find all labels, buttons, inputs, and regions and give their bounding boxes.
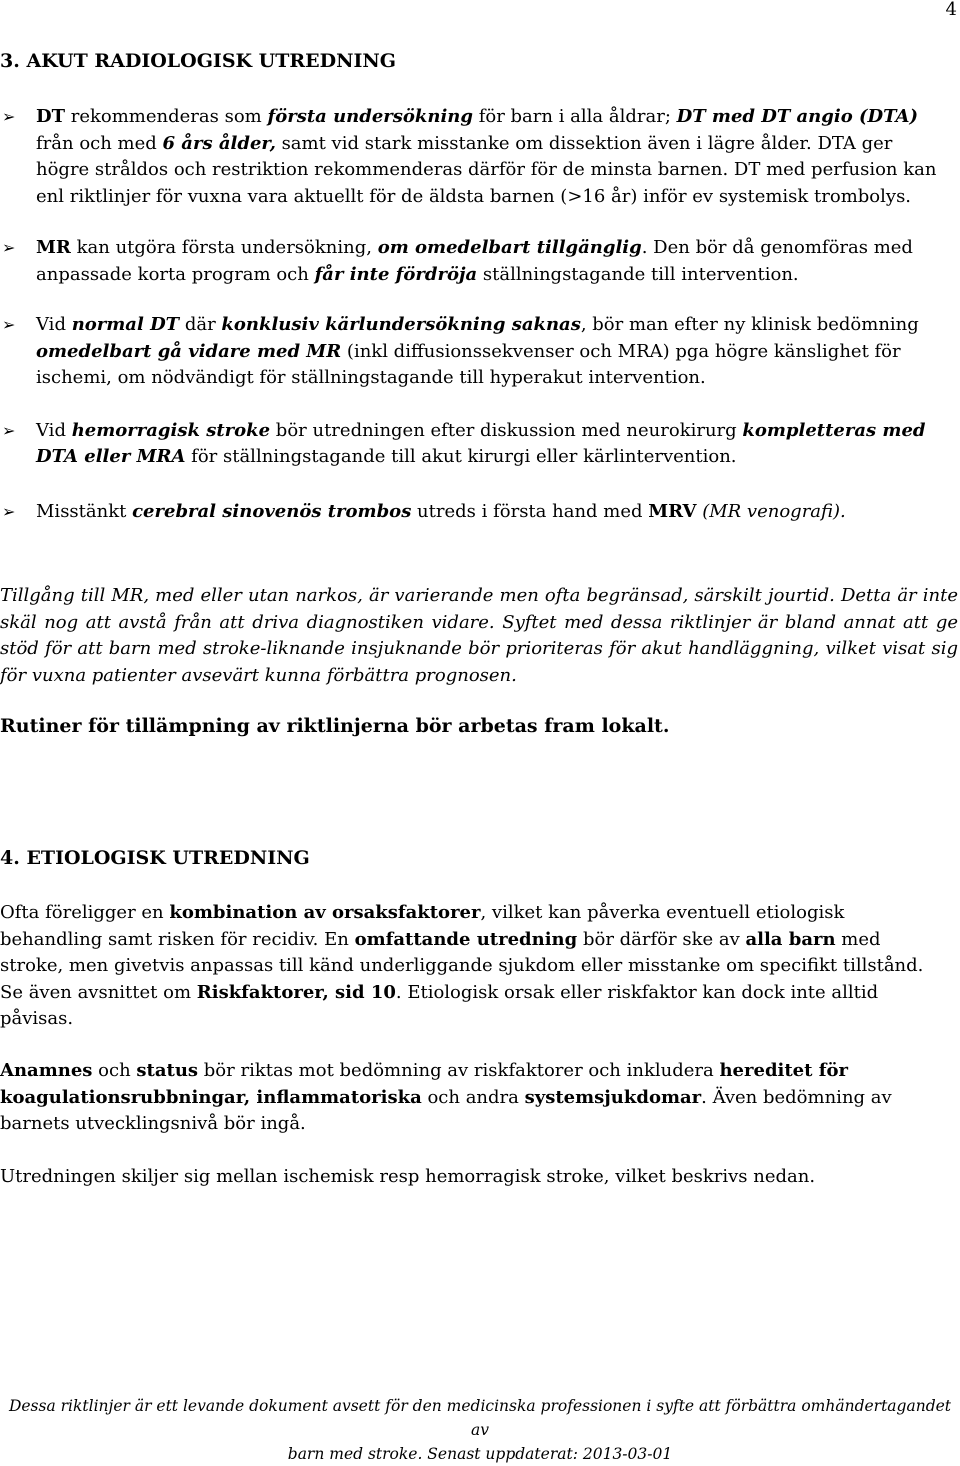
rutiner-statement: Rutiner för tillämpning av riktlinjerna bör arbetas fram lokalt. <box>0 715 670 737</box>
text-span: systemsjukdomar <box>524 1086 702 1108</box>
text-span: utreds i första hand med <box>411 500 649 522</box>
text-span: Anamnes <box>0 1060 93 1081</box>
text-span: normal DT <box>71 314 180 335</box>
text-span: om omedelbart tillgänglig <box>377 237 642 258</box>
text-span: första undersökning <box>267 106 473 127</box>
text-span: bör utredningen efter diskussion med neurokirurg <box>270 419 743 441</box>
text-span: . Även bedömning av barnets utvecklingsnivå bör ingå. <box>0 1086 892 1134</box>
bullet-item-sinovenos <box>0 499 945 526</box>
text-span: för barn i alla åldrar; <box>472 106 677 127</box>
text-span: får inte fördröja <box>314 263 478 285</box>
text-span: och <box>92 1060 137 1081</box>
text-span: MR <box>36 237 71 258</box>
text-span: Misstänkt <box>36 500 133 522</box>
text-span: . Etiologisk orsak eller riskfaktor kan dock inte alltid påvisas. <box>0 981 879 1029</box>
page-number: 4 <box>945 0 957 20</box>
text-span: Ofta föreligger en <box>0 902 170 923</box>
text-span: (inkl diffusionssekvenser och MRA) pga högre känslighet för ischemi, om nödvändigt för ställningstagande till hyperakut intervention. <box>36 340 901 388</box>
text-span: konklusiv kärlundersökning saknas <box>221 314 581 335</box>
text-span: och andra <box>421 1086 525 1108</box>
text-span: kombination av orsaksfaktorer <box>169 902 481 923</box>
bullet-item-normal-dt <box>0 312 945 392</box>
text-span: från och med <box>36 132 163 154</box>
arrow-bullet-icon: ➢ <box>2 420 16 440</box>
etiology-paragraph-3: Utredningen skiljer sig mellan ischemisk resp hemorragisk stroke, vilket beskrivs nedan. <box>0 1166 816 1187</box>
text-span: MRV <box>648 500 697 522</box>
footer-line-2: barn med stroke. Senast uppdaterat: 2013-03-01 <box>287 1445 673 1463</box>
section-heading-4: 4. ETIOLOGISK UTREDNING <box>0 847 310 869</box>
etiology-paragraph-1 <box>0 900 945 1033</box>
text-span: , bör man efter ny klinisk bedömning <box>580 314 919 335</box>
text-span: (MR venografi). <box>696 500 846 522</box>
bullet-item-hemorragisk <box>0 418 945 471</box>
text-span: ställningstagande till intervention. <box>477 263 799 285</box>
text-span: DT med DT angio (DTA) <box>676 106 918 127</box>
text-span: där <box>179 314 222 335</box>
text-span: för ställningstagande till akut kirurgi eller kärlintervention. <box>185 446 737 467</box>
text-span: DT <box>36 106 66 127</box>
arrow-bullet-icon: ➢ <box>2 315 16 334</box>
etiology-paragraph-2 <box>0 1058 945 1138</box>
text-span: Riskfaktorer, sid 10 <box>196 981 396 1003</box>
italic-paragraph: Tillgång till MR, med eller utan narkos, är varierande men ofta begränsad, särskilt jourtid. Detta är inte skäl nog att avstå från att driva diagnostiken vidare. Syftet med dessa riktlinjer är bland annat att ge stöd för att barn med stroke-liknande insjuknande bör prioriteras för akut handläggning, vilket visat sig för vuxna patienter avsevärt kunna förbättra prognosen. <box>0 585 958 686</box>
section-heading-3: 3. AKUT RADIOLOGISK UTREDNING <box>0 50 396 72</box>
text-span: med stroke, men givetvis anpassas till känd underliggande sjukdom eller misstanke om specifikt tillstånd. Se även avsnittet om <box>0 928 924 1003</box>
text-span: , vilket kan påverka eventuell etiologisk behandling samt risken för recidiv. En <box>0 902 845 950</box>
text-span: hemorragisk stroke <box>71 419 271 441</box>
bullet-list <box>0 104 945 525</box>
text-span: samt vid stark misstanke om dissektion även i lägre ålder. DTA ger högre stråldos och restriktion rekommenderas därför för de minsta barnen. DT med perfusion kan enl riktlinjer för vuxna vara aktuellt för de äldsta barnen (>16 år) inför ev systemisk trombolys. <box>36 132 937 207</box>
page-footer <box>0 1394 960 1466</box>
bullet-item-dt <box>0 104 945 210</box>
text-span: hereditet för koagulationsrubbningar, inflammatoriska <box>0 1060 848 1108</box>
arrow-bullet-icon: ➢ <box>2 238 16 257</box>
text-span: status <box>136 1060 199 1081</box>
text-span: cerebral sinovenös trombos <box>132 500 412 522</box>
text-span: kan utgöra första undersökning, <box>70 237 378 258</box>
text-span: Vid <box>36 419 72 441</box>
text-span: . Den bör då genomföras med anpassade korta program och <box>36 237 913 285</box>
footer-line-1: Dessa riktlinjer är ett levande dokument avsett för den medicinska professionen i syfte att förbättra omhändertagandet av <box>8 1397 952 1439</box>
text-span: omfattande utredning <box>354 928 578 950</box>
bullet-item-mr <box>0 235 945 288</box>
text-span: 6 års ålder, <box>162 132 276 154</box>
text-span: alla barn <box>745 928 836 950</box>
text-span: omedelbart gå vidare med MR <box>36 340 342 362</box>
arrow-bullet-icon: ➢ <box>2 107 16 126</box>
text-span: bör riktas mot bedömning av riskfaktorer och inkludera <box>198 1060 720 1081</box>
text-span: kompletteras med DTA eller MRA <box>36 419 926 467</box>
text-span: Vid <box>36 314 72 335</box>
text-span: bör därför ske av <box>577 928 746 950</box>
text-span: rekommenderas som <box>65 106 268 127</box>
arrow-bullet-icon: ➢ <box>2 501 16 521</box>
